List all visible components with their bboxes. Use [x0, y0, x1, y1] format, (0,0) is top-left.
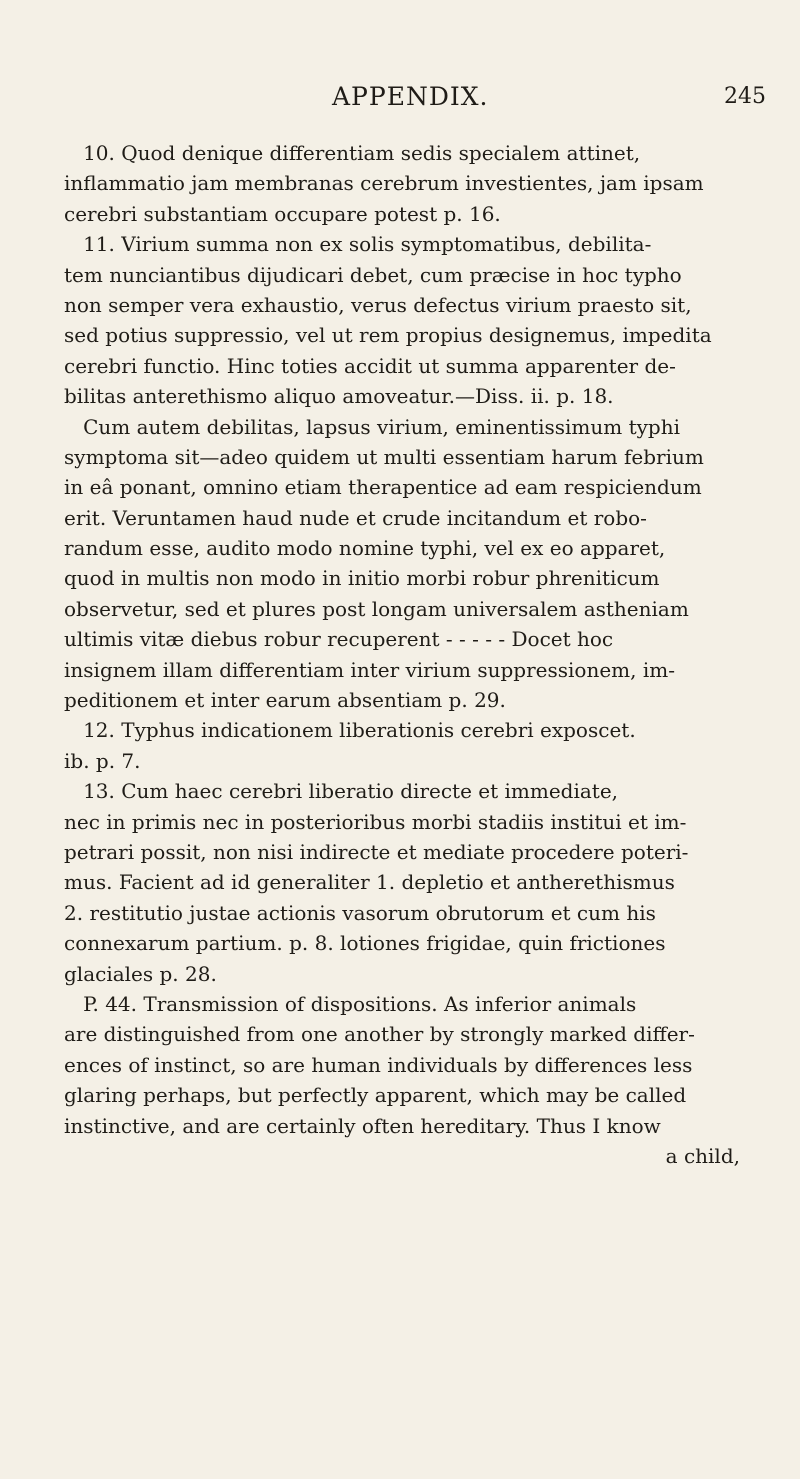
text-line: mus. Facient ad id generaliter 1. depletio et antherethismus [64, 870, 675, 895]
text-line: sed potius suppressio, vel ut rem propius designemus, impedita [64, 323, 712, 348]
text-line: connexarum partium. p. 8. lotiones frigidae, quin frictiones [64, 931, 666, 956]
text-line: are distinguished from one another by strongly marked differ- [64, 1022, 695, 1047]
text-line: cerebri substantiam occupare potest p. 16. [64, 201, 501, 226]
text-line: glaciales p. 28. [64, 961, 217, 986]
text-line: inflammatio jam membranas cerebrum investientes, jam ipsam [64, 171, 704, 196]
text-line: 2. restitutio justae actionis vasorum obrutorum et cum his [64, 900, 656, 925]
page-header [0, 82, 800, 122]
body-text [64, 138, 780, 1171]
text-line: cerebri functio. Hinc toties accidit ut summa apparenter de- [64, 353, 676, 378]
text-line: randum esse, audito modo nomine typhi, vel ex eo apparet, [64, 536, 666, 561]
text-line: tem nunciantibus dijudicari debet, cum præcise in hoc typho [64, 262, 682, 287]
text-line: instinctive, and are certainly often hereditary. Thus I know [64, 1113, 661, 1138]
text-line: 10. Quod denique differentiam sedis specialem attinet, [64, 141, 641, 165]
text-line: in eâ ponant, omnino etiam therapentice ad eam respiciendum [64, 475, 702, 500]
text-line: petrari possit, non nisi indirecte et mediate procedere poteri- [64, 839, 689, 864]
text-line: 11. Virium summa non ex solis symptomatibus, debilita- [64, 232, 652, 257]
text-line: ences of instinct, so are human individuals by differences less [64, 1052, 693, 1077]
text-line: ib. p. 7. [64, 748, 141, 773]
text-line: bilitas anterethismo aliquo amoveatur.—Diss. ii. p. 18. [64, 384, 614, 409]
text-line: erit. Veruntamen haud nude et crude incitandum et robo- [64, 505, 647, 530]
text-line: peditionem et inter earum absentiam p. 29. [64, 688, 506, 713]
text-line: Cum autem debilitas, lapsus virium, eminentissimum typhi [64, 414, 680, 439]
text-line: observetur, sed et plures post longam universalem astheniam [64, 596, 689, 621]
text-line: insignem illam differentiam inter virium suppressionem, im- [64, 657, 675, 682]
page-number: 245 [724, 84, 766, 109]
text-line: glaring perhaps, but perfectly apparent, which may be called [64, 1083, 687, 1108]
catchword: a child, [665, 1143, 740, 1168]
text-line: 12. Typhus indicationem liberationis cerebri exposcet. [64, 718, 636, 743]
text-line: non semper vera exhaustio, verus defectus virium praesto sit, [64, 292, 692, 317]
text-line: P. 44. Transmission of dispositions. As inferior animals [64, 991, 637, 1016]
text-line: quod in multis non modo in initio morbi robur phreniticum [64, 566, 660, 591]
text-line: nec in primis nec in posterioribus morbi stadiis institui et im- [64, 809, 687, 834]
text-line: ultimis vitæ diebus robur recuperent - - - - - Docet hoc [64, 627, 614, 652]
running-head: APPENDIX. [332, 82, 489, 111]
text-line: 13. Cum haec cerebri liberatio directe et immediate, [64, 779, 619, 804]
text-line: symptoma sit—adeo quidem ut multi essentiam harum febrium [64, 444, 704, 469]
